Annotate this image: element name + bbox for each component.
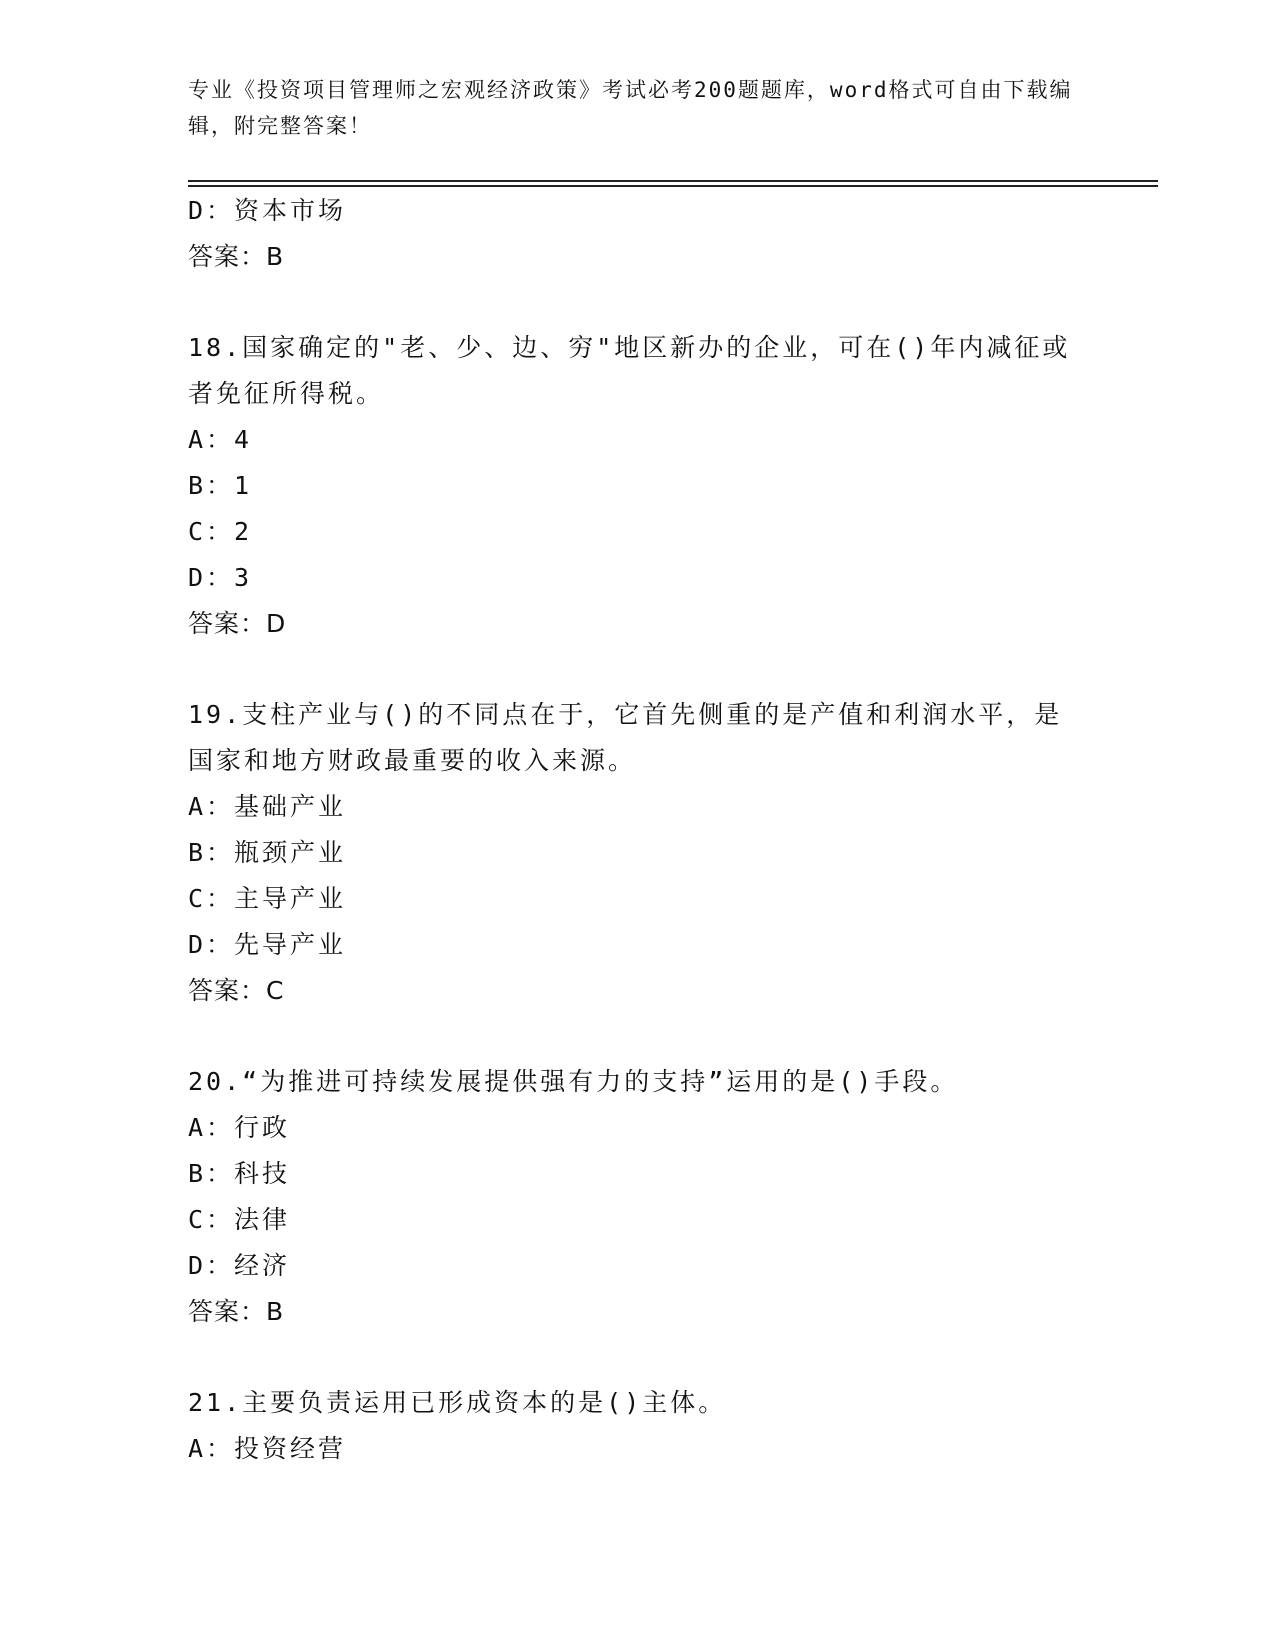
question-text: 20.“为推进可持续发展提供强有力的支持”运用的是()手段。: [188, 1067, 959, 1096]
option-b: B：科技: [188, 1159, 291, 1188]
header-divider-bottom: [188, 185, 1158, 187]
option-d: D：3: [188, 563, 253, 592]
document-header: [188, 72, 1078, 144]
option-c: C：法律: [188, 1205, 291, 1234]
option-b: B：瓶颈产业: [188, 838, 347, 867]
answer: 答案：D: [188, 609, 287, 638]
option-a: A：4: [188, 425, 253, 454]
option-d: D：资本市场: [188, 196, 347, 225]
header-text: 专业《投资项目管理师之宏观经济政策》考试必考200题题库，word格式可自由下载编辑，附完整答案！: [188, 78, 1073, 138]
question-21: [188, 1380, 1088, 1472]
option-c: C：主导产业: [188, 884, 347, 913]
option-a: A：投资经营: [188, 1434, 347, 1463]
option-c: C：2: [188, 517, 253, 546]
question-text: 18.国家确定的"老、少、边、穷"地区新办的企业，可在()年内减征或者免征所得税。: [188, 333, 1071, 408]
option-b: B：1: [188, 471, 253, 500]
header-divider-top: [188, 180, 1158, 182]
option-d: D：经济: [188, 1251, 291, 1280]
answer: 答案：B: [188, 1297, 285, 1326]
answer: 答案：C: [188, 976, 285, 1005]
answer: 答案：B: [188, 242, 285, 271]
question-list: [188, 188, 1088, 1472]
question-18: [188, 325, 1088, 647]
question-text: 19.支柱产业与()的不同点在于，它首先侧重的是产值和利润水平，是国家和地方财政最重要的收入来源。: [188, 700, 1063, 775]
option-a: A：基础产业: [188, 792, 347, 821]
question-text: 21.主要负责运用已形成资本的是()主体。: [188, 1388, 727, 1417]
option-a: A：行政: [188, 1113, 291, 1142]
question-19: [188, 692, 1088, 1014]
question-20: [188, 1059, 1088, 1335]
previous-question-tail: [188, 188, 1088, 280]
option-d: D：先导产业: [188, 930, 347, 959]
